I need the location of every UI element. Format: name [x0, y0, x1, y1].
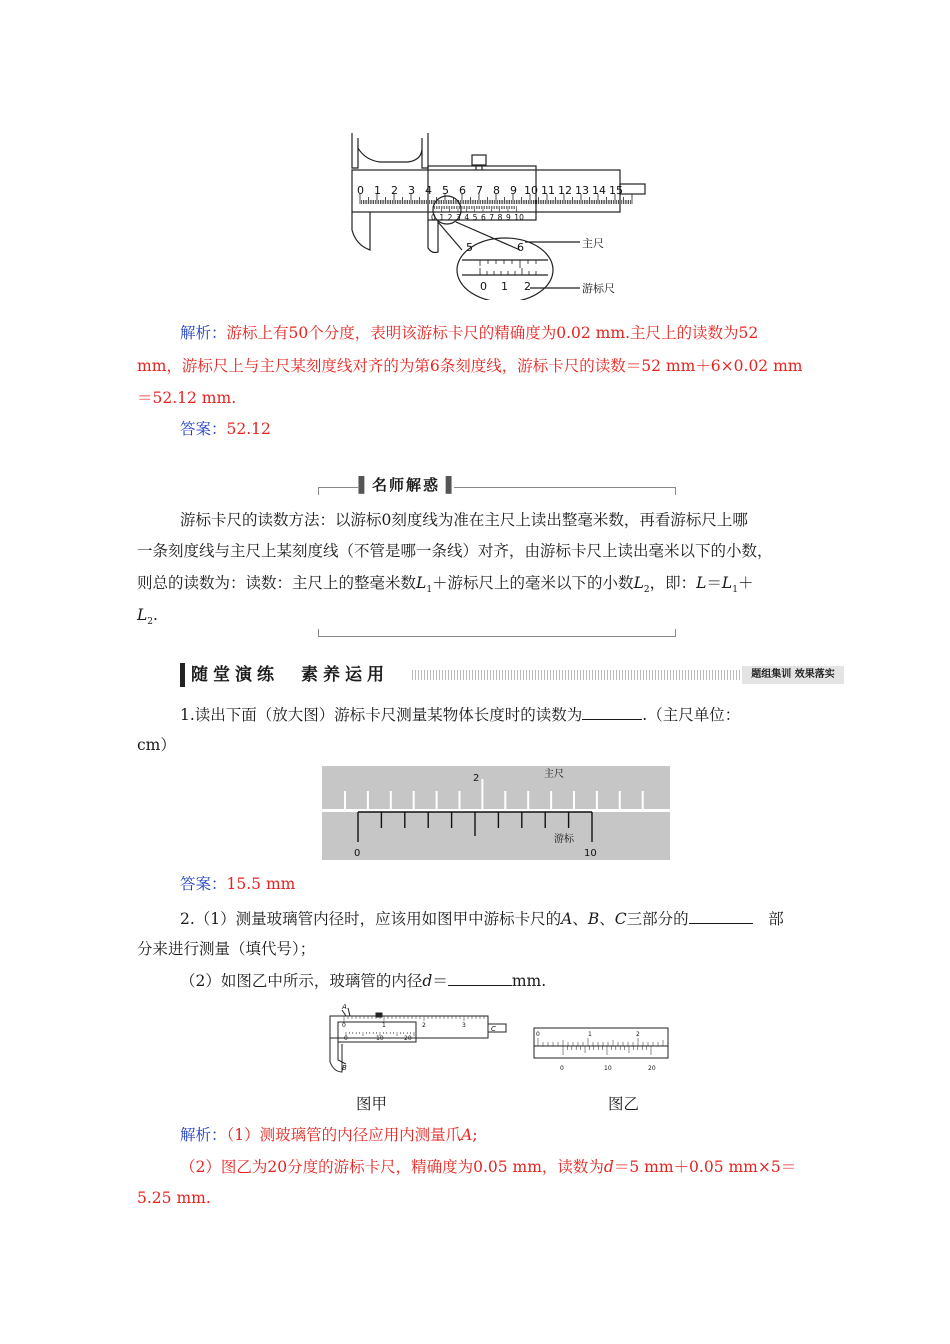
label-main-scale: 主尺	[582, 237, 604, 250]
analysis-2-letter-A: A	[461, 1126, 473, 1144]
q2-text-1c: 部	[768, 910, 784, 928]
yi-main-2: 2	[636, 1031, 640, 1038]
fig1-main-num: 4	[425, 184, 432, 197]
answer-q1-value: 15.5 mm	[226, 875, 296, 893]
fig-yi-caption: 图乙	[608, 1095, 640, 1113]
q2-part2-blank[interactable]	[448, 969, 512, 986]
fig1-main-num: 8	[493, 184, 500, 197]
fig1-vernier-num: 7	[489, 213, 495, 222]
q2-part1-blank[interactable]	[689, 907, 753, 924]
analysis-2-text-2b: ＝5 mm＋0.05 mm×5＝	[613, 1158, 797, 1176]
q2-text-2a: （2）如图乙中所示，玻璃管的内径	[180, 972, 423, 990]
fig1-main-num: 6	[459, 184, 466, 197]
fig1-main-num: 5	[442, 184, 449, 197]
fig1-main-num: 14	[592, 184, 606, 197]
fig1-main-num: 13	[575, 184, 589, 197]
jia-letter-A: A	[342, 1003, 347, 1011]
fig-jia-caliper	[320, 1002, 510, 1074]
teacher-box-line-3: 则总的读数为：读数：主尺上的整毫米数$L_1+$游标尺上的毫米以下的小数$L_2$，即：$L=L_1+$	[137, 574, 754, 596]
fig1-main-num: 3	[408, 184, 415, 197]
analysis-2-line-2	[180, 1156, 880, 1178]
analysis-2-text-1b: ;	[472, 1126, 478, 1144]
q2-line-3	[180, 969, 880, 992]
jia-v-20: 20	[404, 1035, 412, 1042]
teacher-box-bottom-rule	[318, 629, 676, 637]
answer-q1-label: 答案：	[180, 875, 227, 893]
fig1-vernier-num: 9	[505, 213, 511, 222]
answer-label: 答案：	[180, 420, 227, 438]
teacher-box-title-text: 名师解惑	[371, 476, 440, 494]
analysis-2-letter-d: d	[603, 1158, 614, 1176]
letter-d: d	[422, 972, 433, 990]
fig1-main-num: 15	[609, 184, 623, 197]
q2-line-2: 分来进行测量（填代号）；	[137, 940, 316, 958]
analysis-2-line-1	[180, 1124, 880, 1146]
teacher-box-line-2: 一条刻度线与主尺上某刻度线（不管是哪一条线）对齐，由游标卡尺上读出毫米以下的小数，	[137, 542, 773, 560]
yi-main-1: 1	[588, 1031, 592, 1038]
fig1-vernier-num: 5	[472, 213, 478, 222]
fig-yi-vernier	[532, 1026, 672, 1076]
fig1-main-num: 10	[524, 184, 538, 197]
jia-v-10: 10	[376, 1035, 384, 1042]
answer-1-value: 52.12	[226, 420, 271, 438]
analysis-2-text-1a: （1）测玻璃管的内径应用内测量爪	[226, 1126, 462, 1144]
jia-main-2: 2	[422, 1022, 426, 1029]
yi-v-10: 10	[604, 1065, 612, 1072]
jia-letter-B: B	[342, 1064, 347, 1072]
fig-jia-caption: 图甲	[356, 1095, 388, 1113]
letter-B: B	[587, 910, 600, 928]
q2-text-2c: mm.	[511, 972, 547, 990]
label-vernier-scale: 游标尺	[582, 282, 615, 295]
fig1-main-num: 7	[476, 184, 483, 197]
jia-letter-C: C	[491, 1025, 496, 1033]
caliper-figure-1	[330, 130, 650, 300]
answer-q1	[180, 873, 880, 895]
section-bar-right: 题组集训 效果落实	[742, 666, 844, 684]
mag-vernier-num-1: 1	[501, 280, 508, 293]
jia-main-3: 3	[462, 1022, 466, 1029]
answer-1	[180, 418, 880, 440]
fig1-vernier-num: 6	[480, 213, 486, 222]
yi-main-0: 0	[536, 1031, 540, 1038]
fig1-main-num: 2	[391, 184, 398, 197]
analysis-2-label: 解析：	[180, 1126, 227, 1144]
mag-vernier-num-2: 2	[524, 280, 531, 293]
section-bar-stripe	[412, 670, 742, 680]
q1-main-num-2: 2	[473, 773, 480, 784]
letter-C: C	[614, 910, 627, 928]
jia-main-1: 1	[382, 1022, 386, 1029]
fig1-vernier-num: 4	[464, 213, 470, 222]
q1-answer-blank[interactable]	[582, 703, 642, 720]
mag-main-num-6: 6	[517, 241, 524, 254]
var-L1: L	[416, 574, 427, 592]
q1-main-label: 主尺	[544, 769, 564, 780]
teacher-box-line-3b: ＋游标尺上的毫米以下的小数	[432, 574, 634, 592]
fig1-main-num: 12	[558, 184, 572, 197]
section-bar-title: 随堂演练 素养运用	[180, 663, 389, 687]
q1-text-a: 1.读出下面（放大图）游标卡尺测量某物体长度时的读数为	[180, 706, 583, 724]
teacher-box-line-4: $L_2$.	[137, 606, 158, 628]
analysis-1-line-3: ＝52.12 mm.	[137, 389, 237, 407]
yi-v-20: 20	[648, 1065, 656, 1072]
q2-line-1: 2.（1）测量玻璃管内径时，应该用如图甲中游标卡尺的A、B、C三部分的 部	[180, 907, 880, 930]
fig1-vernier-num: 0	[431, 213, 436, 222]
teacher-box-title: ▌名师解惑▐	[358, 476, 454, 494]
q1-vernier-figure	[322, 766, 670, 860]
teacher-box-line-4-end: .	[153, 606, 158, 624]
q2-text-1b: 三部分的	[626, 910, 689, 928]
q2-text-1a: 2.（1）测量玻璃管内径时，应该用如图甲中游标卡尺的	[180, 910, 562, 928]
mag-main-num-5: 5	[466, 241, 473, 254]
section-bar	[180, 663, 844, 687]
mag-vernier-num-0: 0	[480, 280, 487, 293]
q1-vernier-num-10: 10	[584, 848, 597, 859]
analysis-1-text-1: 游标上有50个分度，表明该游标卡尺的精确度为0.02 mm.主尺上的读数为52	[226, 324, 759, 342]
teacher-box-line-3a: 则总的读数为：读数：主尺上的整毫米数	[137, 574, 417, 592]
q2-text-2b: ＝	[432, 972, 448, 990]
q1-vernier-num-0: 0	[354, 848, 361, 859]
q1-vernier-label: 游标	[554, 834, 574, 845]
var-L2: L	[633, 574, 644, 592]
analysis-label: 解析：	[180, 324, 227, 342]
fig1-vernier-num: 8	[497, 213, 503, 222]
fig1-vernier-num: 3	[455, 213, 461, 222]
fig1-main-num: 1	[374, 184, 381, 197]
analysis-2-text-2a: （2）图乙为20分度的游标卡尺，精确度为0.05 mm，读数为	[180, 1158, 604, 1176]
analysis-1-line-1	[180, 322, 880, 344]
q1-text-b: .（主尺单位：	[642, 706, 741, 724]
fig1-main-num: 0	[357, 184, 364, 197]
teacher-box-line-1: 游标卡尺的读数方法：以游标0刻度线为准在主尺上读出整毫米数，再看游标尺上哪	[180, 511, 748, 529]
jia-main-0: 0	[342, 1022, 346, 1029]
fig1-main-num: 9	[510, 184, 517, 197]
analysis-1-line-2: mm，游标尺上与主尺某刻度线对齐的为第6条刻度线，游标卡尺的读数＝52 mm＋6×0.02 mm	[137, 357, 803, 375]
teacher-box-line-3c: ，即：	[649, 574, 697, 592]
letter-A: A	[561, 910, 573, 928]
fig1-vernier-num: 1	[439, 213, 445, 222]
q1-line-1	[180, 703, 880, 726]
analysis-2-line-3: 5.25 mm.	[137, 1189, 211, 1207]
fig1-vernier-num: 10	[514, 213, 524, 222]
yi-v-0: 0	[560, 1065, 564, 1072]
fig1-vernier-num: 2	[447, 213, 453, 222]
q1-line-2: cm）	[137, 736, 176, 754]
fig1-main-num: 11	[541, 184, 555, 197]
jia-v-0: 0	[344, 1035, 348, 1042]
